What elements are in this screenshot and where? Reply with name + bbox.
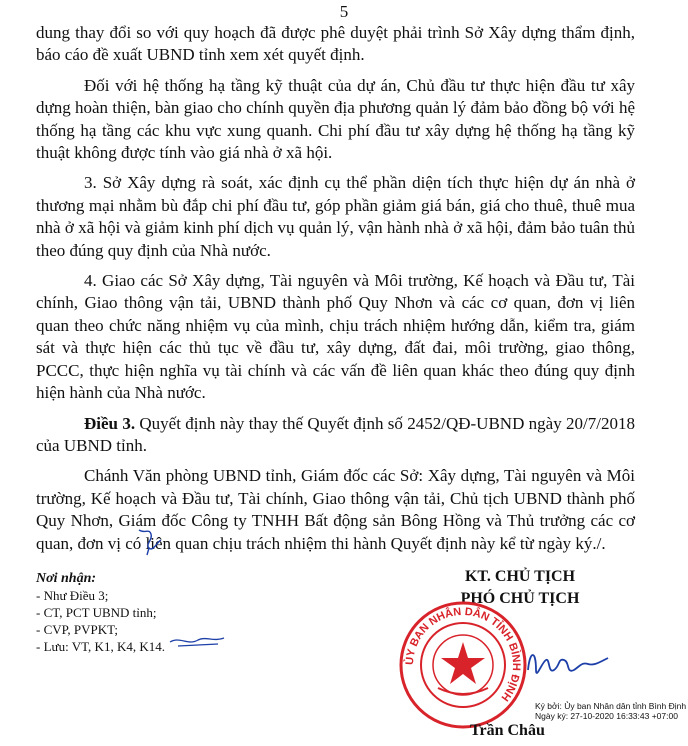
paragraph-continuation: dung thay đổi so với quy hoạch đã được phê duyệt phải trình Sở Xây dựng thẩm định, báo cáo đề xuất UBND tỉnh xem xét quyết định. (36, 23, 635, 65)
paragraph-article-3 (36, 413, 635, 458)
recipient-item: - Lưu: VT, K1, K4, K14. (36, 639, 165, 654)
paragraph-infrastructure: Đối với hệ thống hạ tầng kỹ thuật của dự án, Chủ đầu tư thực hiện đầu tư xây dựng hoàn thiện, bàn giao cho chính quyền địa phương quản lý đảm bảo đồng bộ với hệ thống hạ tầng các khu vực xung quanh. Chi phí đầu tư xây dựng hệ thống hạ tầng kỹ thuật không được tính vào giá nhà ở xã hội. (36, 75, 635, 163)
recipient-item: - CT, PCT UBND tỉnh; (36, 605, 157, 620)
handwritten-signature-icon (522, 640, 612, 690)
signer-name: Trần Châu (470, 722, 545, 739)
initial-mark-icon (135, 526, 169, 556)
signature-title-line1: KT. CHỦ TỊCH (464, 568, 576, 585)
paragraph-execution: Chánh Văn phòng UBND tỉnh, Giám đốc các Sở: Xây dựng, Tài nguyên và Môi trường, Kế hoạch và Đầu tư, Tài chính, Giao thông vận tải, Chủ tịch UBND thành phố Quy Nhơn, Giám đốc Công ty TNHH Bất động sản Bông Hồng và Thủ trưởng các cơ quan, đơn vị có liên quan chịu trách nhiệm thi hành Quyết định này kể từ ngày ký./. (36, 466, 635, 553)
signature-title-line2: PHÓ CHỦ TỊCH (460, 590, 580, 607)
handwritten-mark-icon (168, 632, 228, 650)
recipient-item: - CVP, PVPKT; (36, 622, 118, 637)
seal-text: ỦY BAN NHÂN DÂN TỈNH BÌNH ĐỊNH (403, 605, 523, 704)
document-body (36, 22, 635, 563)
digital-signature-info (535, 701, 686, 721)
page-number: 5 (339, 2, 349, 21)
digital-signer: Ký bởi: Ủy ban Nhân dân tỉnh Bình Định (535, 701, 687, 711)
recipient-item: - Như Điều 3; (36, 588, 109, 603)
recipients-block (36, 570, 165, 655)
article-3-text: Quyết định này thay thế Quyết định số 2452/QĐ-UBND ngày 20/7/2018 của UBND tỉnh. (36, 413, 635, 455)
recipients-title: Nơi nhận: (36, 571, 97, 586)
paragraph-item-3: 3. Sở Xây dựng rà soát, xác định cụ thể phần diện tích thực hiện dự án nhà ở thương mại nhằm bù đắp chi phí đầu tư, góp phần giảm giá bán, giá cho thuê, thuê mua nhà ở xã hội và giảm kinh phí dịch vụ quản lý, vận hành nhà ở xã hội, đảm bảo tuân thủ theo đúng quy định của Nhà nước. (36, 173, 635, 260)
paragraph-item-4: 4. Giao các Sở Xây dựng, Tài nguyên và Môi trường, Kế hoạch và Đầu tư, Tài chính, Giao thông vận tải, UBND thành phố Quy Nhơn và các cơ quan, đơn vị liên quan theo chức năng nhiệm vụ của mình, chịu trách nhiệm hướng dẫn, kiểm tra, giám sát và thực hiện các thủ tục về đầu tư, xây dựng, đất đai, môi trường, giao thông, PCCC, thực hiện nghĩa vụ tài chính và các vấn đề liên quan khác theo đúng quy định hiện hành của Nhà nước. (36, 271, 635, 403)
article-3-label: Điều 3. (84, 413, 136, 433)
official-seal-icon (398, 600, 528, 730)
digital-sign-date: Ngày ký: 27-10-2020 16:33:43 +07:00 (535, 711, 678, 721)
